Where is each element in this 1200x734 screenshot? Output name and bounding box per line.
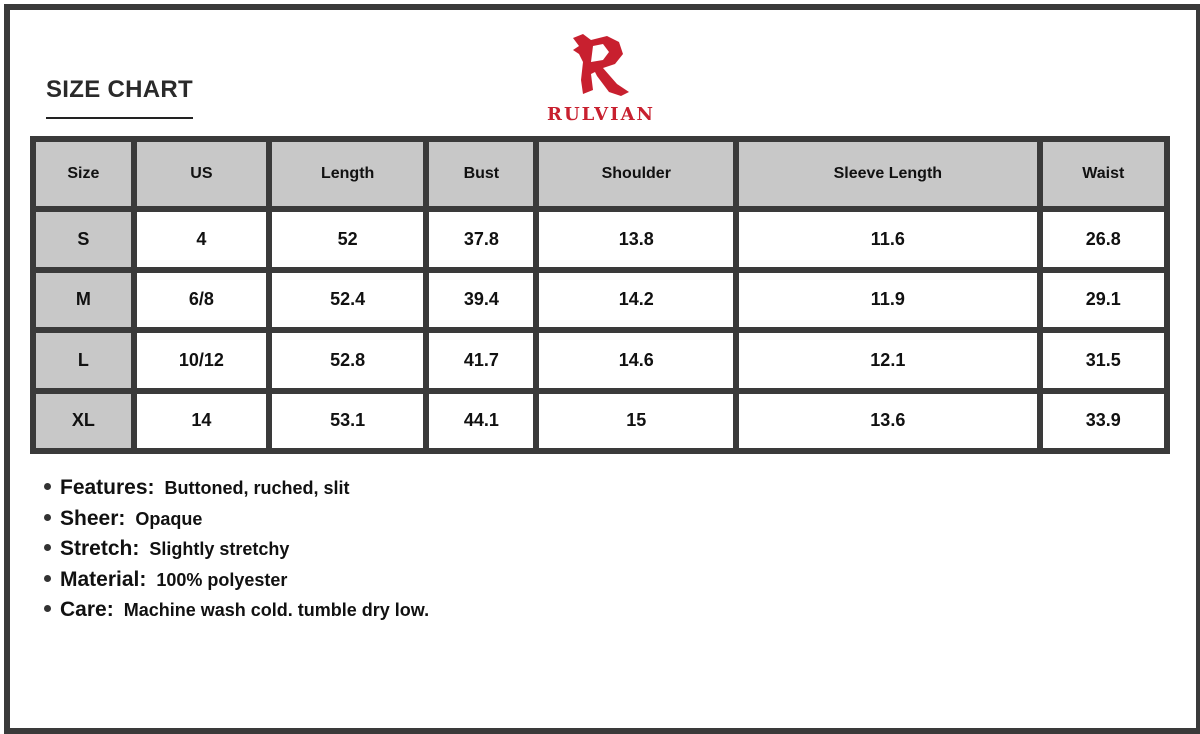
size-label-cell: M	[33, 270, 134, 331]
note-label: Stretch:	[60, 537, 140, 560]
table-cell: 13.6	[736, 391, 1039, 452]
table-row	[33, 330, 1167, 391]
table-cell: 12.1	[736, 330, 1039, 391]
product-notes	[44, 476, 429, 629]
table-cell: 52.4	[269, 270, 426, 331]
table-cell: 14.6	[536, 330, 736, 391]
table-cell: 52	[269, 209, 426, 270]
page-title: SIZE CHART	[46, 76, 193, 103]
table-cell: 11.9	[736, 270, 1039, 331]
bullet-icon	[44, 605, 51, 612]
column-header-sleeve-length: Sleeve Length	[736, 139, 1039, 209]
title-underline	[46, 117, 193, 119]
table-cell: 14	[134, 391, 269, 452]
column-header-bust: Bust	[426, 139, 536, 209]
brand-name: RULVIAN	[547, 104, 655, 125]
table-row	[33, 209, 1167, 270]
table-header-row	[33, 139, 1167, 209]
table-cell: 13.8	[536, 209, 736, 270]
size-label-cell: XL	[33, 391, 134, 452]
table-cell: 26.8	[1040, 209, 1167, 270]
table-cell: 33.9	[1040, 391, 1167, 452]
table-row	[33, 270, 1167, 331]
table-cell: 6/8	[134, 270, 269, 331]
brand-r-logo-icon	[569, 32, 631, 98]
table-cell: 44.1	[426, 391, 536, 452]
note-material	[44, 568, 429, 599]
note-value: 100% polyester	[156, 569, 288, 590]
note-value: Opaque	[135, 508, 203, 529]
column-header-length: Length	[269, 139, 426, 209]
table-cell: 53.1	[269, 391, 426, 452]
table-row	[33, 391, 1167, 452]
column-header-size: Size	[33, 139, 134, 209]
table-cell: 4	[134, 209, 269, 270]
table-cell: 41.7	[426, 330, 536, 391]
size-label-cell: S	[33, 209, 134, 270]
note-features	[44, 476, 429, 507]
table-cell: 11.6	[736, 209, 1039, 270]
column-header-us: US	[134, 139, 269, 209]
table-cell: 14.2	[536, 270, 736, 331]
table-cell: 29.1	[1040, 270, 1167, 331]
note-label: Care:	[60, 598, 114, 621]
table-cell: 15	[536, 391, 736, 452]
note-label: Material:	[60, 567, 147, 591]
note-sheer	[44, 507, 429, 538]
note-stretch	[44, 537, 429, 568]
bullet-icon	[44, 514, 51, 521]
brand-logo	[540, 32, 662, 128]
note-value: Buttoned, ruched, slit	[164, 478, 350, 498]
table-cell: 52.8	[269, 330, 426, 391]
note-label: Features:	[60, 476, 155, 499]
table-cell: 37.8	[426, 209, 536, 270]
column-header-shoulder: Shoulder	[536, 139, 736, 209]
note-care	[44, 598, 429, 629]
column-header-waist: Waist	[1040, 139, 1167, 209]
bullet-icon	[44, 483, 51, 490]
note-value: Slightly stretchy	[149, 539, 290, 559]
size-table	[30, 136, 1170, 454]
note-label: Sheer:	[60, 506, 126, 530]
table-cell: 39.4	[426, 270, 536, 331]
bullet-icon	[44, 575, 51, 582]
bullet-icon	[44, 544, 51, 551]
table-cell: 31.5	[1040, 330, 1167, 391]
size-label-cell: L	[33, 330, 134, 391]
note-value: Machine wash cold. tumble dry low.	[123, 600, 430, 620]
table-cell: 10/12	[134, 330, 269, 391]
